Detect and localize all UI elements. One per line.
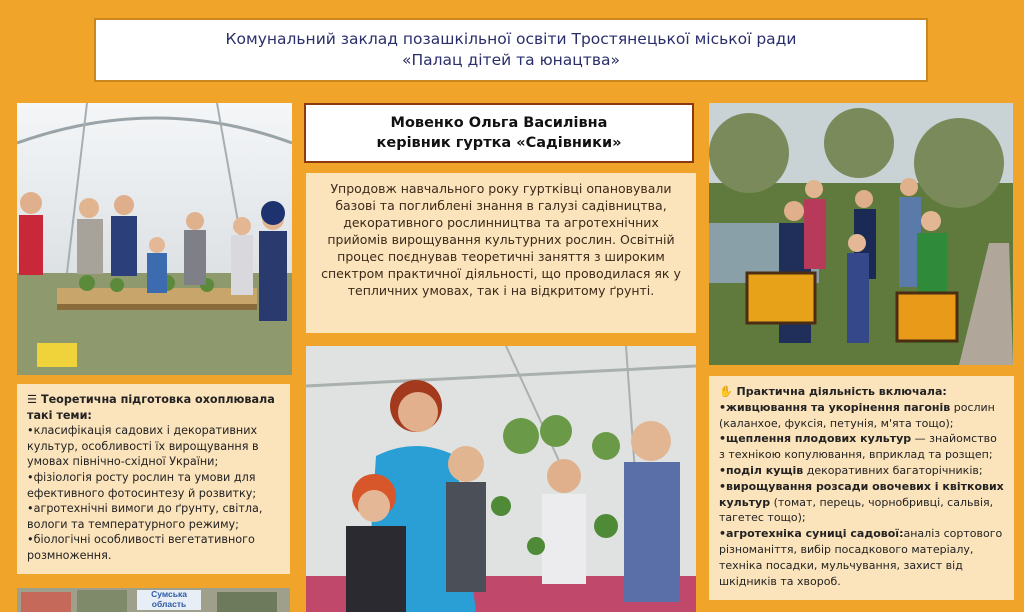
region-sign-line1: Сумська	[151, 589, 187, 599]
leader-role: керівник гуртка «Садівники»	[376, 135, 622, 151]
theory-title: Теоретична підготовка охоплювала такі теми:	[27, 393, 275, 422]
leader-name: Мовенко Ольга Василівна	[390, 115, 608, 131]
institution-name: Комунальний заклад позашкільної освіти Тростянецької міської ради	[225, 30, 797, 48]
practice-item-bold: •агротехніка суниці садової:	[719, 527, 904, 541]
theory-item: •фізіологія росту рослин та умови для ефективного фотосинтезу й розвитку;	[27, 470, 257, 500]
theory-item: •класифікація садових і декоративних культур, особливості їх вирощування в умовах північно-східної України;	[27, 424, 259, 469]
intro-panel	[306, 173, 696, 333]
practice-item	[719, 526, 1004, 589]
theory-panel	[17, 384, 290, 574]
practice-item-text: декоративних багаторічників;	[803, 463, 983, 477]
region-sign	[137, 590, 201, 610]
practice-item	[719, 400, 1004, 432]
practice-item-bold: •вирощування розсади овочевих і квіткових культур	[719, 479, 1004, 509]
theory-item: •агротехнічні вимоги до ґрунту, світла, вологи та температурного режиму;	[27, 502, 263, 531]
teacher-icon: ☰	[27, 393, 38, 406]
practice-item-bold: •поділ кущів	[719, 463, 804, 477]
practice-item	[719, 479, 1004, 526]
greenhouse-group-photo	[17, 103, 292, 375]
practice-item-text: (томат, перець, чорнобривці, сальвія, тагетес тощо);	[719, 495, 994, 525]
institution-subtitle: «Палац дітей та юнацтва»	[402, 51, 620, 69]
practice-title-row	[719, 384, 1004, 400]
region-sign-line2: область	[151, 598, 187, 609]
practice-item-bold: •живцювання та укорінення пагонів	[719, 400, 951, 414]
practice-item-text: рослин (каланхое, фуксія, петунія, м'ята тощо);	[719, 400, 995, 430]
practice-item	[719, 431, 1004, 463]
bottom-photo-strip	[17, 588, 290, 612]
intro-text: Упродовж навчального року гуртківці опановували базові та поглиблені знання в галузі садівництва, декоративного рослинництва та агротехнічних прийомів вирощування культурних рослин. Освітній процес поєднував теоретичні заняття з широким спектром практичної діяльності, що проводилася як у тепличних умовах, так і на відкритому ґрунті.	[321, 181, 681, 298]
leader-box	[304, 103, 694, 163]
theory-item: •біологічні особливості вегетативного розмноження.	[27, 533, 255, 562]
practice-item	[719, 463, 1004, 479]
greenhouse-work-photo	[306, 346, 696, 612]
outdoor-flowers-photo	[709, 103, 1013, 365]
practice-item-text: — знайомство з технікою копулювання, вприклад та розщеп;	[719, 432, 997, 462]
practice-item-text: аналіз сортового різноманіття, вибір посадкового матеріалу, техніка посадки, мульчування, захист від шкідників та хвороб.	[719, 527, 1003, 588]
hand-icon: ✋	[719, 385, 733, 398]
practice-item-bold: •щеплення плодових культур	[719, 432, 912, 446]
institution-header	[94, 18, 928, 82]
theory-title-row	[27, 392, 280, 423]
practice-panel	[709, 376, 1014, 600]
practice-title: Практична діяльність включала:	[736, 385, 947, 398]
